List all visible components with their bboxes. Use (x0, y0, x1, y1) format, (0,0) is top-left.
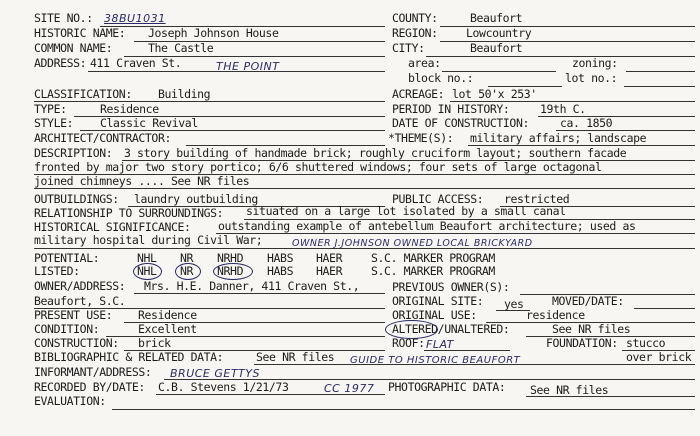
label-description: DESCRIPTION: (34, 146, 113, 160)
label-construction: CONSTRUCTION: (34, 336, 119, 350)
rule (424, 350, 510, 351)
label-type: TYPE: (34, 102, 67, 116)
type-value: Residence (100, 102, 159, 116)
construction-value: brick (138, 336, 171, 350)
rule (526, 396, 695, 397)
rule (626, 71, 695, 72)
label-public-access: PUBLIC ACCESS: (392, 192, 484, 206)
listed-marker: S.C. MARKER PROGRAM (371, 264, 495, 278)
biblio-note: GUIDE TO HISTORIC BEAUFORT (350, 355, 521, 366)
rule (624, 86, 695, 87)
label-block-no: block no.: (408, 71, 474, 85)
potential-marker: S.C. MARKER PROGRAM (371, 251, 495, 265)
potential-habs: HABS (267, 251, 294, 265)
foundation-value: stucco (626, 336, 666, 350)
rule (156, 394, 385, 395)
historic-name-value: Joseph Johnson House (148, 26, 279, 40)
photo-data-value: See NR files (530, 383, 609, 397)
label-region: REGION: (392, 26, 438, 40)
significance-line-1: outstanding example of antebellum Beaufort architecture; used as (218, 219, 636, 233)
circle-mark-nr (175, 263, 201, 280)
region-value: Lowcountry (466, 26, 532, 40)
label-significance: HISTORICAL SIGNIFICANCE: (34, 220, 191, 234)
label-original-use: ORIGINAL USE: (392, 308, 477, 322)
label-recorded: RECORDED BY/DATE: (34, 380, 145, 394)
label-present-use: PRESENT USE: (34, 308, 113, 322)
label-original-site: ORIGINAL SITE: (392, 294, 484, 308)
rule (134, 293, 385, 294)
outbuildings-value: laundry outbuilding (134, 192, 258, 206)
potential-nhl: NHL (137, 251, 157, 265)
recorded-value: C.B. Stevens 1/21/73 (158, 380, 289, 394)
label-relationship: RELATIONSHIP TO SURROUNDINGS: (34, 206, 224, 220)
biblio-value: See NR files (256, 350, 335, 364)
recorded-note: CC 1977 (324, 382, 375, 395)
label-address: ADDRESS: (34, 56, 87, 70)
rule (34, 188, 695, 189)
label-owner-address: OWNER/ADDRESS: (34, 279, 126, 293)
listed-nrhd: NRHD (217, 264, 244, 278)
acreage-value: lot 50'x 253' (452, 87, 537, 101)
classification-value: Building (158, 87, 211, 101)
listed-nhl: NHL (137, 264, 157, 278)
relationship-value: situated on a large lot isolated by a small canal (246, 204, 566, 218)
address-value: 411 Craven St. (90, 56, 182, 70)
rule (254, 364, 695, 365)
significance-line-2: military hospital during Civil War; (34, 233, 263, 247)
label-photo-data: PHOTOGRAPHIC DATA: (388, 380, 506, 394)
label-county: COUNTY: (392, 11, 438, 25)
label-date-construction: DATE OF CONSTRUCTION: (392, 116, 529, 130)
period-value: 19th C. (540, 102, 586, 116)
original-site-value: yes (504, 297, 524, 311)
public-access-value: restricted (504, 192, 570, 206)
listed-habs: HABS (267, 264, 294, 278)
informant-value: BRUCE GETTYS (170, 367, 260, 380)
label-classification: CLASSIFICATION: (34, 87, 132, 101)
address-note: THE POINT (216, 60, 280, 73)
label-architect: ARCHITECT/CONTRACTOR: (34, 131, 171, 145)
owner-line-2: Beaufort, S.C. (34, 294, 126, 308)
label-common-name: COMMON NAME: (34, 41, 113, 55)
rule (496, 310, 530, 311)
label-moved-date: MOVED/DATE: (552, 294, 624, 308)
label-period: PERIOD IN HISTORY: (392, 102, 510, 116)
label-evaluation: EVALUATION: (34, 394, 106, 408)
date-construction-value: ca. 1850 (560, 116, 613, 130)
label-themes: *THEME(S): (388, 131, 454, 145)
site-no-value: 38BU1031 (104, 12, 166, 25)
circle-mark-nrhd (213, 263, 253, 280)
themes-value: military affairs; landscape (470, 131, 647, 145)
description-line-3: joined chimneys .... See NR files (34, 174, 250, 188)
rule (634, 308, 695, 309)
potential-haer: HAER (316, 251, 343, 265)
potential-nrhd: NRHD (217, 251, 244, 265)
label-city: CITY: (392, 41, 425, 55)
listed-haer: HAER (316, 264, 343, 278)
original-use-value: residence (526, 308, 585, 322)
label-zoning: zoning: (572, 56, 618, 70)
label-lot-no: lot no.: (565, 71, 618, 85)
common-name-value: The Castle (148, 41, 214, 55)
label-acreage: ACREAGE: (392, 87, 445, 101)
style-value: Classic Revival (100, 116, 198, 130)
roof-value: FLAT (426, 338, 454, 351)
label-potential: POTENTIAL: (34, 251, 100, 265)
foundation-value-2: over brick (626, 350, 692, 364)
significance-note: OWNER J.JOHNSON OWNED LOCAL BRICKYARD (292, 238, 533, 249)
rule (216, 233, 695, 234)
label-area: area: (408, 56, 441, 70)
condition-value: Excellent (138, 322, 197, 336)
potential-nr: NR (180, 251, 194, 265)
label-outbuildings: OUTBUILDINGS: (34, 192, 119, 206)
owner-line-1: Mrs. H.E. Danner, 411 Craven St., (144, 279, 360, 293)
rule (112, 409, 695, 410)
listed-nr: NR (180, 264, 194, 278)
label-foundation: FOUNDATION: (546, 336, 618, 350)
label-altered: ALTERED/UNALTERED: (392, 322, 510, 336)
label-biblio: BIBLIOGRAPHIC & RELATED DATA: (34, 350, 224, 364)
rule (426, 56, 695, 57)
label-listed: LISTED: (34, 264, 80, 278)
description-line-1: 3 story building of handmade brick; roughly cruciform layout; southern facade (124, 146, 627, 160)
present-use-value: Residence (138, 308, 197, 322)
city-value: Beaufort (470, 41, 523, 55)
description-line-2: fronted by major two story portico; 6/6 shuttered windows; four sets of large octagonal (34, 160, 602, 174)
county-value: Beaufort (470, 11, 523, 25)
rule (34, 101, 385, 102)
rule (34, 248, 695, 249)
circle-mark-nhl (133, 263, 162, 280)
rule (88, 71, 385, 72)
label-historic-name: HISTORIC NAME: (34, 26, 126, 40)
altered-value: See NR files (552, 322, 631, 336)
label-roof: ROOF: (392, 336, 425, 350)
label-condition: CONDITION: (34, 322, 100, 336)
label-previous-owners: PREVIOUS OWNER(S): (392, 280, 510, 294)
label-site-no: SITE NO.: (34, 11, 93, 25)
label-informant: INFORMANT/ADDRESS: (34, 365, 152, 379)
label-style: STYLE: (34, 116, 74, 130)
